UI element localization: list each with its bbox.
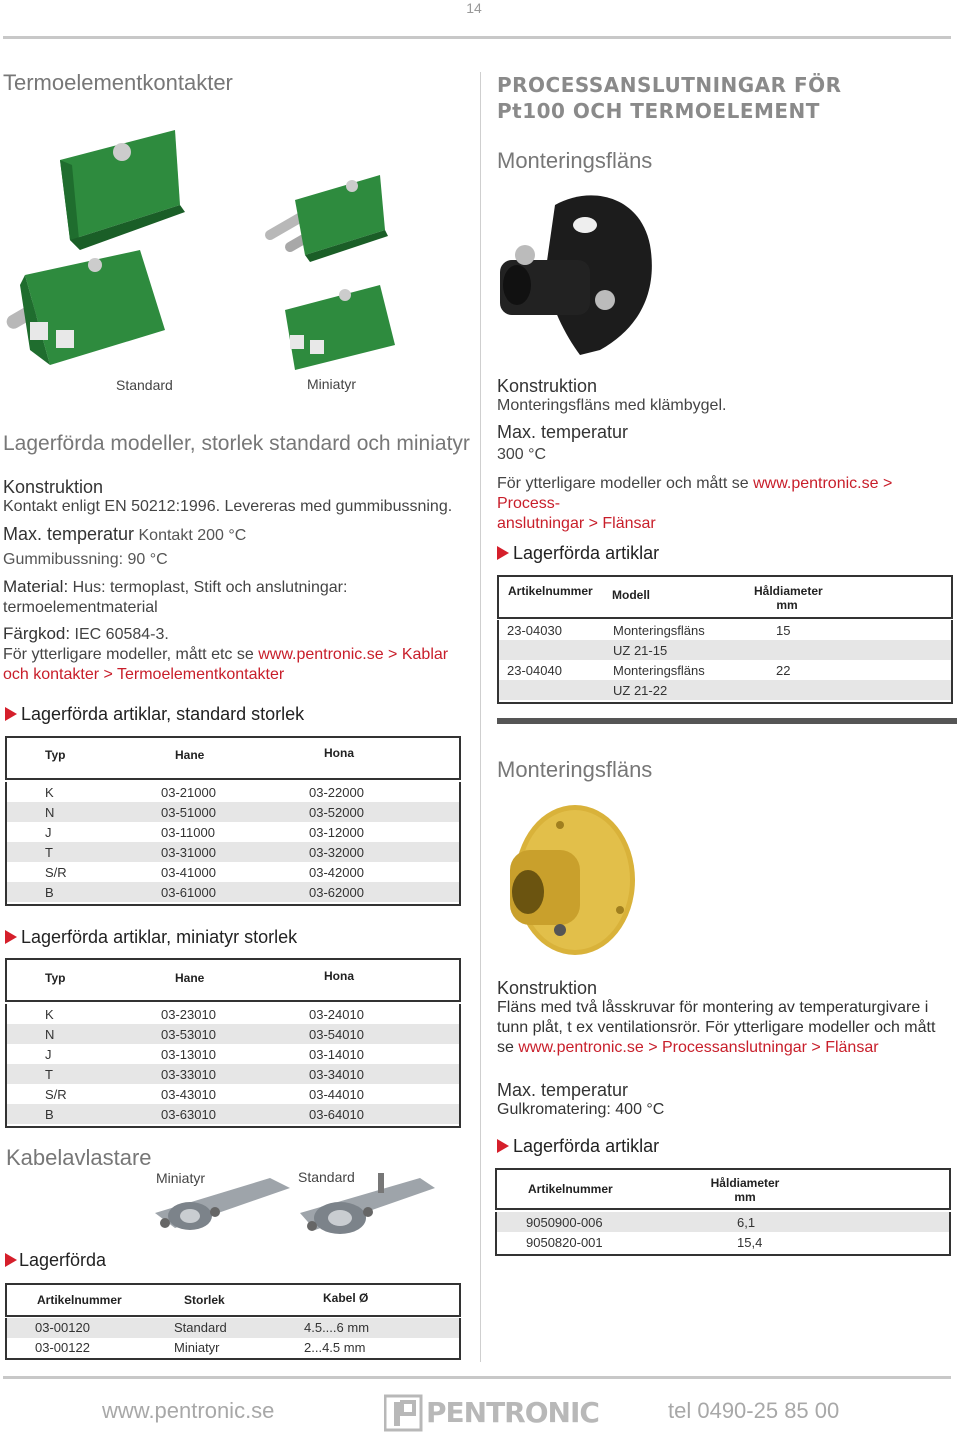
mounting-flange-black-image [495, 185, 665, 365]
t1-table-cell: 23-04040 [507, 663, 562, 678]
mini-table-cell: S/R [45, 1087, 67, 1102]
t2-text: Gulkromatering: 400 °C [497, 1101, 665, 1118]
mini-table-row [7, 1084, 459, 1104]
k-text: Monteringsfläns med klämbygel. [497, 397, 727, 414]
t1-table-cell: Monteringsfläns [613, 663, 705, 678]
t2-col-art: Artikelnummer [528, 1182, 613, 1196]
std-table-row [7, 822, 459, 842]
mini-table-cell: 03-13010 [161, 1047, 216, 1062]
std-table-cell: 03-61000 [161, 885, 216, 900]
more-info-text: För ytterligare modeller, mått etc se [3, 646, 254, 663]
arrow-icon [5, 1253, 17, 1267]
right-heading1-label: Lagerförda artiklar [513, 543, 660, 563]
konstruktion-text: Kontakt enligt EN 50212:1996. Levereras med gummibussning. [3, 498, 453, 515]
right-heading2 [497, 1136, 659, 1157]
footer-tel: tel 0490-25 85 00 [668, 1398, 840, 1423]
mini-table-cell: 03-53010 [161, 1027, 216, 1042]
kabel-label-miniatyr: Miniatyr [156, 1170, 206, 1186]
k2-link[interactable]: www.pentronic.se > Processanslutningar > Flänsar [518, 1039, 879, 1056]
t1-table-cell: UZ 21-22 [613, 683, 668, 698]
t1-table-cell: UZ 21-15 [613, 643, 668, 658]
std-table-cell: 03-51000 [161, 805, 216, 820]
top-rule [3, 36, 951, 39]
label-standard: Standard [116, 377, 173, 393]
t2-table-row [497, 1232, 949, 1252]
left-subtitle: Lagerförda modeller, storlek standard och miniatyr [3, 432, 470, 455]
std-table-row [7, 842, 459, 862]
kabel-table-row [7, 1338, 459, 1358]
label-miniatyr: Miniatyr [307, 376, 357, 392]
std-table-cell: S/R [45, 865, 67, 880]
mini-table-row [7, 1024, 459, 1044]
connector-miniature-socket [285, 285, 395, 370]
right-more-link1[interactable]: www.pentronic.se > Process- [497, 475, 893, 512]
more-info-link1[interactable]: www.pentronic.se > Kablar [258, 646, 449, 663]
std-table-header-box [5, 736, 461, 780]
kabel-title: Kabelavlastare [6, 1145, 152, 1170]
kabel-col-storlek: Storlek [184, 1293, 225, 1307]
right-title-line1: PROCESSANSLUTNINGAR FÖR [497, 73, 842, 97]
mini-table-row [7, 1104, 459, 1124]
right-title [497, 72, 842, 124]
t2-table-row [497, 1212, 949, 1232]
kabel-heading [5, 1250, 106, 1271]
material-text: Hus: termoplast, Stift och anslutningar: [72, 579, 348, 596]
std-col-hane: Hane [175, 748, 205, 762]
flans1-title: Monteringsfläns [497, 148, 653, 173]
connector-images [0, 110, 470, 370]
t2-table-cell: 15,4 [737, 1235, 763, 1250]
std-table-cell: 03-31000 [161, 845, 216, 860]
right-more-text: För ytterligare modeller och mått se [497, 475, 749, 492]
std-table-cell: N [45, 805, 55, 820]
kabel-table-cell: 4.5....6 mm [304, 1320, 370, 1335]
fargkod-text: IEC 60584-3. [74, 626, 169, 643]
mini-col-typ: Typ [45, 971, 66, 985]
flans2-title: Monteringsfläns [497, 757, 653, 782]
strain-relief-images [150, 1168, 440, 1248]
kabel-label-standard: Standard [298, 1169, 355, 1185]
t1-col-hal [754, 584, 823, 612]
right-heading1 [497, 543, 659, 564]
gummi-text: Gummibussning: 90 °C [3, 551, 168, 568]
konstruktion-heading: Konstruktion [3, 477, 104, 497]
k2-text1: Fläns med två låsskruvar för montering av temperaturgivare i [497, 999, 929, 1016]
std-table-cell: B [45, 885, 54, 900]
mini-table-cell: K [45, 1007, 54, 1022]
t1-table-cell: Monteringsfläns [613, 623, 705, 638]
std-table-cell: T [45, 845, 53, 860]
t2-col-hal-label: Håldiameter [710, 1176, 780, 1190]
mini-table-cell: 03-34010 [309, 1067, 364, 1082]
mini-table-body [5, 1004, 461, 1128]
t2-table-cell: 9050900-006 [526, 1215, 603, 1230]
mini-col-hane: Hane [175, 971, 205, 985]
t1-table-row [499, 640, 951, 660]
mini-col-hona: Hona [324, 969, 354, 983]
kabel-table-body [5, 1318, 461, 1360]
mini-table-cell: B [45, 1107, 54, 1122]
footer-url[interactable]: www.pentronic.se [102, 1398, 275, 1423]
mini-heading [5, 927, 297, 948]
t1-col-art: Artikelnummer [508, 584, 593, 598]
t1-table-row [499, 660, 951, 680]
mini-table-cell: N [45, 1027, 55, 1042]
std-table-cell: 03-32000 [309, 845, 364, 860]
k2-text2: tunn plåt, t ex ventilationsrör. För ytterligare modeller och mått [497, 1019, 936, 1036]
t2-heading: Max. temperatur [497, 1080, 629, 1100]
std-table-cell: 03-22000 [309, 785, 364, 800]
right-title-line2: Pt100 OCH TERMOELEMENT [497, 99, 820, 123]
connector-standard-socket [20, 250, 165, 365]
kabel-col-art: Artikelnummer [37, 1293, 122, 1307]
kabel-col-kabel: Kabel Ø [323, 1291, 369, 1305]
t-heading: Max. temperatur [497, 422, 629, 442]
mini-table-cell: 03-54010 [309, 1027, 364, 1042]
kabel-table-cell: 03-00120 [35, 1320, 90, 1335]
t1-col-hal-label: Håldiameter [754, 584, 823, 598]
kabel-table-cell: 03-00122 [35, 1340, 90, 1355]
t1-col-hal-unit: mm [776, 598, 798, 612]
std-table-cell: 03-52000 [309, 805, 364, 820]
std-heading-label: Lagerförda artiklar, standard storlek [21, 704, 305, 724]
right-divider [497, 718, 957, 724]
std-table-cell: K [45, 785, 54, 800]
std-table-cell: J [45, 825, 52, 840]
arrow-icon [5, 930, 17, 944]
mini-table-cell: 03-43010 [161, 1087, 216, 1102]
mini-table-row [7, 1044, 459, 1064]
right-spec-block2 [497, 978, 955, 1120]
column-divider [480, 72, 481, 1362]
arrow-icon [497, 1139, 509, 1153]
left-title: Termoelementkontakter [3, 70, 233, 95]
mounting-flange-brass-image [500, 800, 645, 960]
mini-table-cell: 03-23010 [161, 1007, 216, 1022]
maxtemp-text: Kontakt 200 °C [138, 527, 247, 544]
arrow-icon [497, 546, 509, 560]
std-table-cell: 03-21000 [161, 785, 216, 800]
t2-body [495, 1212, 951, 1256]
std-col-hona: Hona [324, 746, 354, 760]
mini-table-cell: 03-33010 [161, 1067, 216, 1082]
k-heading: Konstruktion [497, 376, 598, 396]
right-spec-block [497, 376, 952, 534]
std-table-body [5, 782, 461, 906]
std-table-row [7, 862, 459, 882]
std-table-row [7, 782, 459, 802]
mini-table-cell: 03-24010 [309, 1007, 364, 1022]
t1-table-cell: 23-04030 [507, 623, 562, 638]
mini-heading-label: Lagerförda artiklar, miniatyr storlek [21, 927, 298, 947]
fargkod-heading: Färgkod: [3, 624, 71, 643]
k2-heading: Konstruktion [497, 978, 598, 998]
strain-relief-miniature [155, 1178, 290, 1230]
k2-text3: se [497, 1039, 514, 1056]
left-spec-block [3, 477, 473, 685]
kabel-table-cell: Miniatyr [174, 1340, 220, 1355]
mini-table-header-box [5, 958, 461, 1002]
std-table-cell: 03-11000 [161, 825, 215, 840]
t2-table-cell: 6,1 [737, 1215, 756, 1230]
t2-col-hal [710, 1176, 780, 1204]
mini-table-cell: 03-64010 [309, 1107, 364, 1122]
t1-table-cell: 22 [776, 663, 791, 678]
std-table-row [7, 802, 459, 822]
connector-miniature-plug [263, 175, 388, 262]
material-heading: Material: [3, 577, 69, 596]
right-heading2-label: Lagerförda artiklar [513, 1136, 660, 1156]
kabel-heading-label: Lagerförda [19, 1250, 107, 1270]
mini-table-cell: T [45, 1067, 53, 1082]
strain-relief-standard [300, 1173, 435, 1234]
t1-table-row [499, 620, 951, 640]
std-heading [5, 704, 304, 725]
footer-logo: PENTRONIC [426, 1396, 599, 1429]
right-more-link2[interactable]: anslutningar > Flänsar [497, 515, 656, 532]
t-text: 300 °C [497, 446, 547, 463]
page-number: 14 [466, 0, 482, 16]
mini-table-cell: 03-14010 [309, 1047, 364, 1062]
std-table-cell: 03-12000 [309, 825, 364, 840]
kabel-table-cell: 2...4.5 mm [304, 1340, 366, 1355]
mini-table-cell: 03-63010 [161, 1107, 216, 1122]
mini-table-row [7, 1064, 459, 1084]
t1-table-cell: 15 [776, 623, 791, 638]
t1-table-row [499, 680, 951, 700]
t1-body [497, 620, 953, 704]
std-col-typ: Typ [45, 748, 66, 762]
material-text2: termoelementmaterial [3, 599, 158, 616]
std-table-row [7, 882, 459, 902]
kabel-table-cell: Standard [174, 1320, 227, 1335]
mini-table-cell: 03-44010 [309, 1087, 364, 1102]
kabel-table-row [7, 1318, 459, 1338]
std-table-cell: 03-42000 [309, 865, 364, 880]
mini-table-row [7, 1004, 459, 1024]
arrow-icon [5, 707, 17, 721]
t2-col-hal-unit: mm [734, 1190, 756, 1204]
bottom-rule [3, 1376, 951, 1379]
maxtemp-heading: Max. temperatur [3, 524, 135, 544]
mini-table-cell: J [45, 1047, 52, 1062]
pentronic-logo-icon [384, 1394, 424, 1432]
t1-col-modell: Modell [612, 588, 650, 602]
t2-table-cell: 9050820-001 [526, 1235, 603, 1250]
std-table-cell: 03-41000 [161, 865, 216, 880]
std-table-cell: 03-62000 [309, 885, 364, 900]
more-info-link2[interactable]: och kontakter > Termoelementkontakter [3, 666, 285, 683]
